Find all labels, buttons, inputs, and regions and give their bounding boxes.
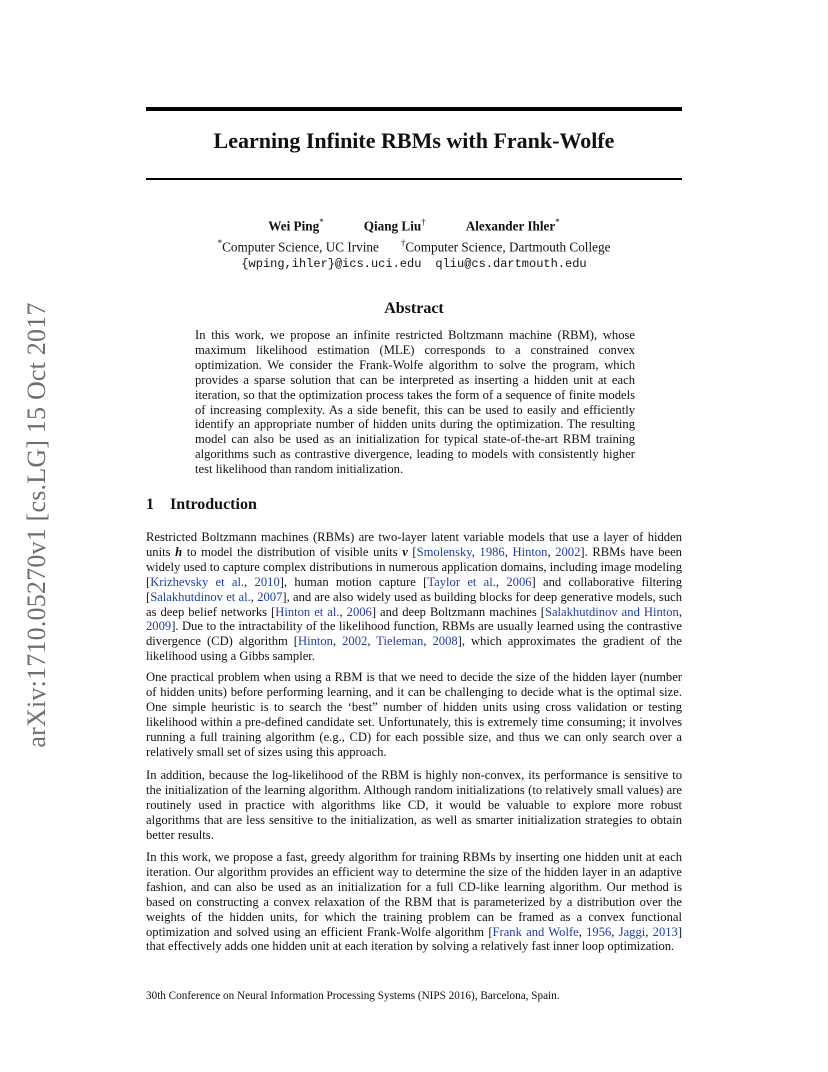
citation-link[interactable]: Frank and Wolfe [492, 924, 579, 939]
citation-link[interactable]: Salakhutdinov et al. [150, 589, 251, 604]
section-title: Introduction [170, 496, 257, 513]
affiliation: Computer Science, Dartmouth College [405, 239, 611, 255]
citation-link[interactable]: Hinton et al. [275, 604, 340, 619]
affiliation-mark: † [400, 237, 406, 248]
citation-link[interactable]: Tieleman [376, 634, 424, 649]
title-top-rule [146, 107, 682, 111]
citation-link[interactable]: 2006 [506, 574, 532, 589]
author-mark: † [421, 217, 426, 227]
intro-paragraph-1: Restricted Boltzmann machines (RBMs) are two-layer latent variable models that use a layer of hidden units h to model the distribution of visible units v [Smolensky, 1986, Hinton, 2002]. RBMs have been widely used to capture complex distributions in numerous application domains, including image modeling [Krizhevsky et al., 2010], human motion capture [Taylor et al., 2006] and collaborative filtering [Salakhutdinov et al., 2007], and are also widely used as building blocks for deep generative models, such as deep belief networks [Hinton et al., 2006] and deep Boltzmann machines [Salakhutdinov and Hinton, 2009]. Due to the intractability of the likelihood function, RBMs are usually learned using the contrastive divergence (CD) algorithm [Hinton, 2002, Tieleman, 2008], which approximates the gradient of the likelihood using a Gibbs sampler. [146, 530, 683, 664]
paper-title: Learning Infinite RBMs with Frank-Wolfe [213, 128, 615, 153]
citation-link[interactable]: Krizhevsky et al. [150, 574, 245, 589]
abstract-heading: Abstract [384, 300, 444, 317]
conference-footnote: 30th Conference on Neural Information Processing Systems (NIPS 2016), Barcelona, Spain. [146, 990, 560, 1002]
arxiv-identifier-text: arXiv:1710.05270v1 [cs.LG] 15 Oct 2017 [22, 302, 51, 748]
citation-link[interactable]: 2002 [342, 634, 368, 649]
author-name: Alexander Ihler [465, 218, 556, 234]
citation-link[interactable]: 2006 [346, 604, 372, 619]
author-mark: * [555, 217, 560, 227]
citation-link[interactable]: 1956 [586, 924, 612, 939]
author-email: {wping,ihler}@ics.uci.edu [241, 256, 422, 271]
citation-link[interactable]: 2013 [652, 924, 678, 939]
title-bottom-rule [146, 178, 682, 180]
citation-link[interactable]: 2009 [146, 619, 172, 634]
affiliation: Computer Science, UC Irvine [222, 239, 379, 255]
author-name: Qiang Liu [363, 218, 422, 234]
author-name: Wei Ping [268, 218, 320, 234]
citation-link[interactable]: Smolensky [416, 544, 472, 559]
author-names [146, 214, 682, 235]
citation-link[interactable]: 2008 [432, 634, 458, 649]
section-heading [146, 496, 257, 514]
arxiv-identifier-stamp [22, 290, 52, 760]
citation-link[interactable]: Hinton [512, 544, 548, 559]
citation-link[interactable]: Salakhutdinov and Hinton [544, 604, 679, 619]
citation-link[interactable]: Taylor et al. [427, 574, 496, 589]
intro-paragraph-3: In addition, because the log-likelihood of the RBM is highly non-convex, its performance is sensitive to the initialization of the learning algorithm. Although random initializations (to relatively small values) are routinely used in practice with algorithms like CD, it would be valuable to explore more robust algorithms that are less sensitive to the initialization, as well as smarter initialization strategies to obtain better results. [146, 768, 682, 842]
citation-link[interactable]: Hinton [298, 634, 333, 649]
citation-link[interactable]: 2002 [555, 544, 581, 559]
math-symbol-v: v [402, 544, 408, 559]
math-symbol-h: h [175, 544, 183, 559]
citation-link[interactable]: 2007 [257, 589, 283, 604]
author-mark: * [319, 217, 324, 227]
citation-link[interactable]: Jaggi [618, 924, 646, 939]
author-block [146, 214, 682, 272]
section-number: 1 [146, 496, 154, 513]
author-emails [146, 256, 682, 273]
author-affiliations [146, 235, 682, 256]
intro-paragraph-4: In this work, we propose a fast, greedy algorithm for training RBMs by inserting one hidden unit at each iteration. Our algorithm provides an efficient way to determine the size of the hidden layer in an adaptive fashion, and can also be used as an initialization for a full CD-like learning algorithm. Our method is based on constructing a convex relaxation of the RBM that is parameterized by a distribution over the weights of the hidden units, for which the training problem can be framed as a convex functional optimization and solved using an efficient Frank-Wolfe algorithm [Frank and Wolfe, 1956, Jaggi, 2013] that effectively adds one hidden unit at each iteration by solving a relatively fast inner loop optimization. [146, 850, 683, 954]
citation-link[interactable]: 1986 [479, 544, 505, 559]
abstract-text: In this work, we propose an infinite restricted Boltzmann machine (RBM), whose maximum likelihood estimation (MLE) corresponds to a constrained convex optimization. We consider the Frank-Wolfe algorithm to solve the program, which provides a sparse solution that can be interpreted as inserting a hidden unit at each iteration, so that the optimization process takes the form of a sequence of finite models of increasing complexity. As a side benefit, this can be used to easily and efficiently identify an appropriate number of hidden units during the optimization. The resulting model can also be used as an initialization for typical state-of-the-art RBM training algorithms such as contrastive divergence, leading to models with consistently higher test likelihood than random initialization. [195, 328, 635, 477]
intro-paragraph-2: One practical problem when using a RBM is that we need to decide the size of the hidden layer (number of hidden units) before performing learning, and it can be challenging to decide what is the optimal size. One simple heuristic is to search the ‘best” number of hidden units using cross validation or testing likelihood within a pre-defined candidate set. Unfortunately, this is extremely time consuming; it involves running a full training algorithm (e.g., CD) for each possible size, and thus we can only search over a relatively small set of sizes using this approach. [146, 670, 682, 759]
author-email: qliu@cs.dartmouth.edu [435, 256, 587, 271]
citation-link[interactable]: 2010 [254, 574, 280, 589]
affiliation-mark: * [217, 237, 223, 248]
